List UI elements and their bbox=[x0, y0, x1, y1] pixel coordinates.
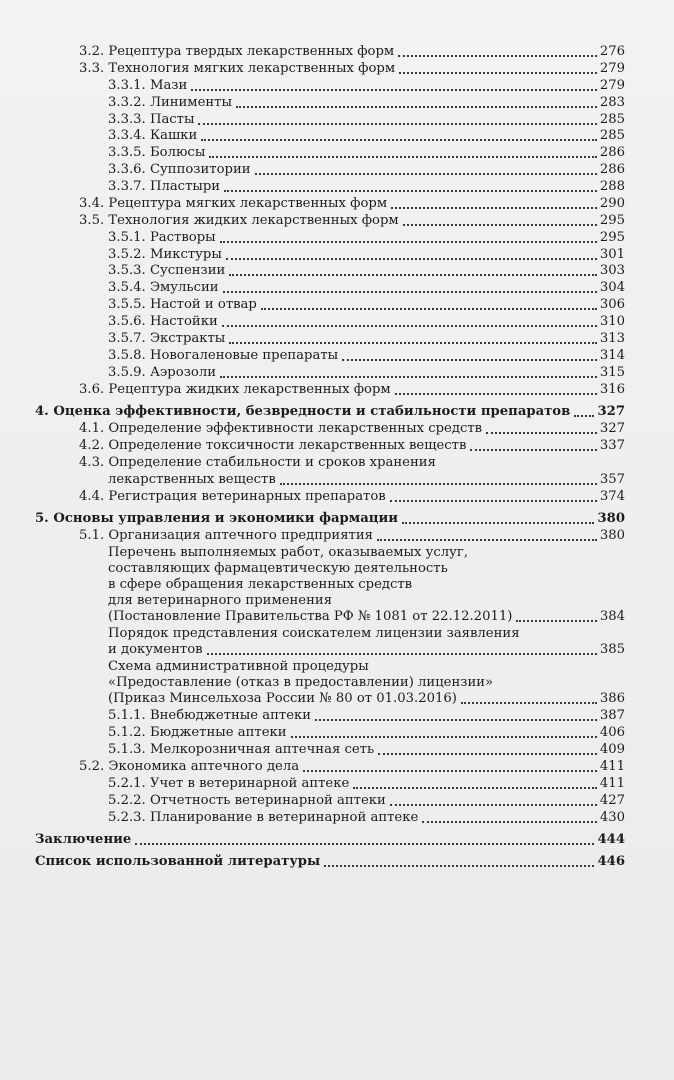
toc-entry: 5.1. Организация аптечного предприятия 380 bbox=[79, 528, 625, 543]
toc-entry: 3.3.4. Кашки 285 bbox=[108, 128, 625, 143]
toc-entry: 5.1.2. Бюджетные аптеки 406 bbox=[108, 725, 625, 740]
toc-entry: 3.5.6. Настойки 310 bbox=[108, 314, 625, 329]
toc-entry: и документов 385 bbox=[108, 642, 625, 657]
toc-chapter: 4. Оценка эффективности, безвредности и стабильности препаратов 327 bbox=[35, 404, 625, 419]
toc-entry: 5.2.1. Учет в ветеринарной аптеке 411 bbox=[108, 776, 625, 791]
toc-entry: лекарственных веществ 357 bbox=[108, 472, 625, 487]
toc-entry: 3.3. Технология мягких лекарственных форм 279 bbox=[79, 61, 625, 76]
toc-references: Список использованной литературы 446 bbox=[35, 854, 625, 869]
toc-entry-line: Схема административной процедуры bbox=[108, 659, 369, 674]
toc-entry: 5.1.1. Внебюджетные аптеки 387 bbox=[108, 708, 625, 723]
toc-entry-line: для ветеринарного применения bbox=[108, 593, 333, 608]
toc-entry: 3.3.6. Суппозитории 286 bbox=[108, 162, 625, 177]
toc-entry: 3.5.3. Суспензии 303 bbox=[108, 263, 625, 278]
toc-entry: 3.5. Технология жидких лекарственных форм 295 bbox=[79, 213, 625, 228]
toc-entry: 3.3.1. Мази 279 bbox=[108, 78, 625, 93]
toc-entry: 5.2.3. Планирование в ветеринарной аптеке 430 bbox=[108, 810, 625, 825]
toc-entry: 4.1. Определение эффективности лекарственных средств 327 bbox=[79, 421, 625, 436]
toc-entry: 3.5.2. Микстуры 301 bbox=[108, 247, 625, 262]
toc-entry: 4.4. Регистрация ветеринарных препаратов 374 bbox=[79, 489, 625, 504]
toc-entry: 3.5.8. Новогаленовые препараты 314 bbox=[108, 348, 625, 363]
toc-entry: 3.5.5. Настой и отвар 306 bbox=[108, 297, 625, 312]
toc-entry: 4.2. Определение токсичности лекарственных веществ 337 bbox=[79, 438, 625, 453]
toc-entry-line: составляющих фармацевтическую деятельность bbox=[108, 561, 448, 576]
toc-entry: 3.3.2. Линименты 283 bbox=[108, 95, 625, 110]
toc-entry: 3.4. Рецептура мягких лекарственных форм 290 bbox=[79, 196, 625, 211]
toc-entry: 3.3.5. Болюсы 286 bbox=[108, 145, 625, 160]
toc-entry: 3.3.3. Пасты 285 bbox=[108, 112, 625, 127]
toc-entry: 3.6. Рецептура жидких лекарственных форм 316 bbox=[79, 382, 625, 397]
toc-entry: 5.1.3. Мелкорозничная аптечная сеть 409 bbox=[108, 742, 625, 757]
toc-entry: 3.3.7. Пластыри 288 bbox=[108, 179, 625, 194]
toc-entry-line: «Предоставление (отказ в предоставлении) лицензии» bbox=[108, 675, 494, 690]
toc-entry: (Постановление Правительства РФ № 1081 от 22.12.2011) 384 bbox=[108, 609, 625, 624]
toc-chapter: 5. Основы управления и экономики фармации 380 bbox=[35, 511, 625, 526]
toc-entry: 3.5.9. Аэрозоли 315 bbox=[108, 365, 625, 380]
toc-conclusion: Заключение 444 bbox=[35, 832, 625, 847]
toc-entry: 5.2.2. Отчетность ветеринарной аптеки 427 bbox=[108, 793, 625, 808]
toc-entry: 3.5.7. Экстракты 313 bbox=[108, 331, 625, 346]
toc-entry-line: Перечень выполняемых работ, оказываемых услуг, bbox=[108, 545, 469, 560]
toc-entry-line: 4.3. Определение стабильности и сроков хранения bbox=[79, 455, 436, 470]
toc-entry: 5.2. Экономика аптечного дела 411 bbox=[79, 759, 625, 774]
toc-entry-line: в сфере обращения лекарственных средств bbox=[108, 577, 413, 592]
toc-entry: 3.2. Рецептура твердых лекарственных форм 276 bbox=[79, 44, 625, 59]
toc-entry-line: Порядок представления соискателем лицензии заявления bbox=[108, 626, 520, 641]
toc-entry: 3.5.4. Эмульсии 304 bbox=[108, 280, 625, 295]
toc-entry: 3.5.1. Растворы 295 bbox=[108, 230, 625, 245]
toc-entry: (Приказ Минсельхоза России № 80 от 01.03.2016) 386 bbox=[108, 691, 625, 706]
